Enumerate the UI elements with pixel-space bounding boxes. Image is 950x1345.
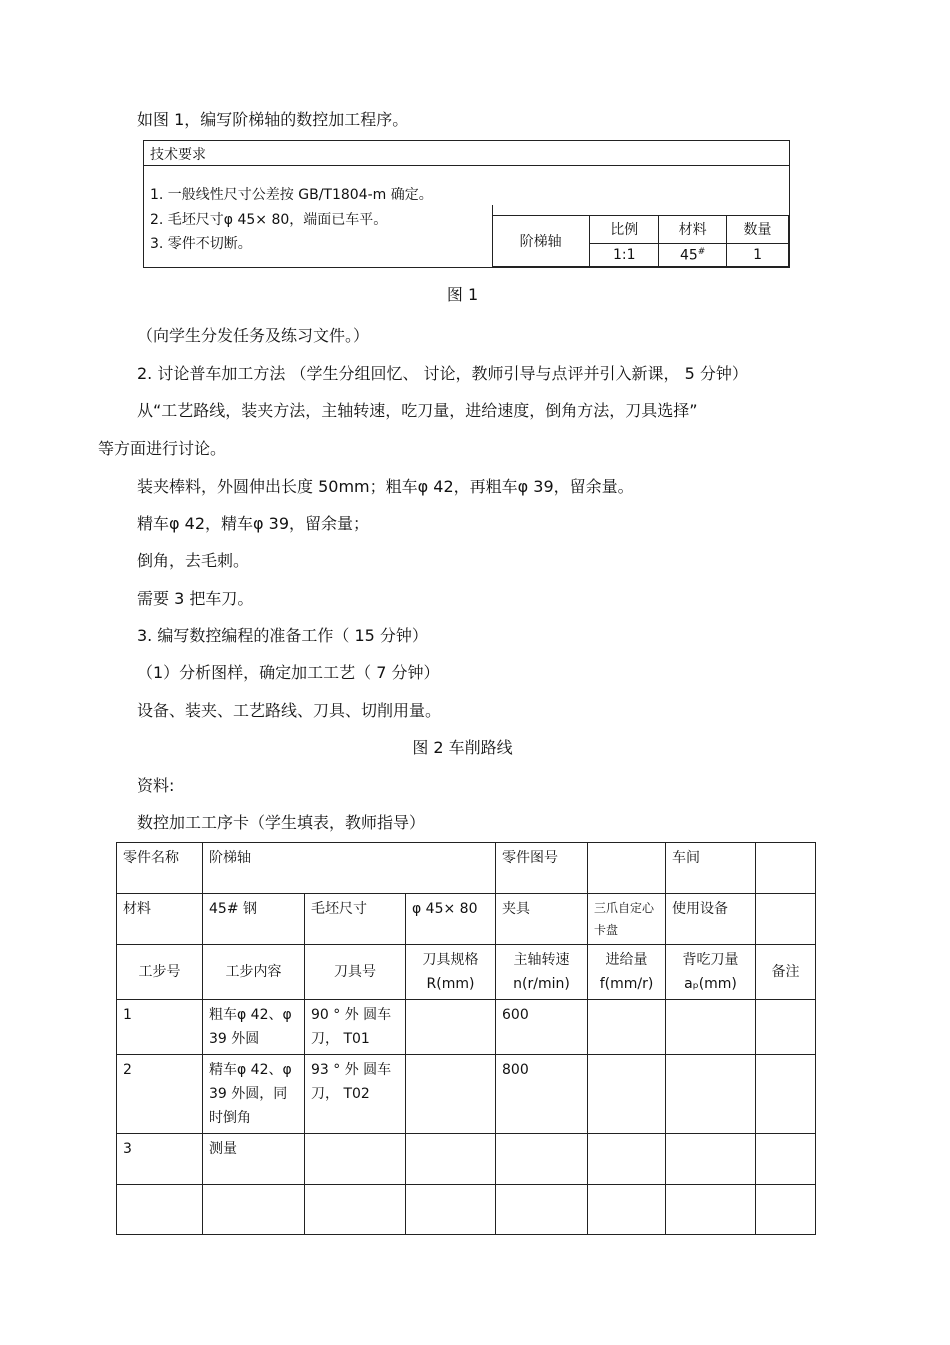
remark [756, 1055, 816, 1134]
header-remark: 备注 [756, 945, 816, 1000]
title-block-material-sup: # [697, 246, 706, 257]
paragraph-8: 3. 编写数控编程的准备工作（ 15 分钟） [137, 626, 428, 645]
header-tool-spec [406, 945, 496, 1000]
spindle-speed: 800 [496, 1055, 588, 1134]
header-depth-line1: 背吃刀量 [682, 952, 739, 968]
header-feed-line2: f(mm/r) [599, 976, 654, 992]
feed [588, 1000, 666, 1055]
table-row [117, 1055, 816, 1134]
title-block-material-cell [659, 243, 727, 266]
fixture-label: 夹具 [496, 894, 588, 945]
header-feed [588, 945, 666, 1000]
title-block-quantity-header: 数量 [727, 216, 789, 244]
paragraph-5: 精车φ 42，精车φ 39，留余量； [137, 514, 370, 533]
tool-spec [406, 1000, 496, 1055]
title-block-part-name: 阶梯轴 [492, 216, 590, 267]
depth [666, 1000, 756, 1055]
workshop-label: 车间 [666, 843, 756, 894]
fixture-value: 三爪自定心卡盘 [588, 894, 666, 945]
drawing-no-label: 零件图号 [496, 843, 588, 894]
depth [666, 1055, 756, 1134]
paragraph-10: 设备、装夹、工艺路线、刀具、切削用量。 [137, 701, 442, 720]
header-spindle-line2: n(r/min) [513, 976, 570, 992]
workshop-value [756, 843, 816, 894]
step-no [117, 1185, 203, 1235]
remark [756, 1185, 816, 1235]
paragraph-3b: 等方面进行讨论。 [98, 439, 227, 458]
header-spindle-line1: 主轴转速 [513, 952, 570, 968]
process-card-table [116, 842, 816, 1235]
tech-req-header: 技术要求 [150, 147, 206, 163]
blank-size-label: 毛坯尺寸 [305, 894, 406, 945]
tech-req-item-1: 1. 一般线性尺寸公差按 GB/T1804-m 确定。 [150, 187, 433, 203]
material-value: 45# 钢 [203, 894, 305, 945]
step-no: 3 [117, 1134, 203, 1185]
tool-spec [406, 1134, 496, 1185]
equipment-label: 使用设备 [666, 894, 756, 945]
header-step-no: 工步号 [117, 945, 203, 1000]
title-block-quantity-value: 1 [727, 243, 789, 266]
table-row [117, 1000, 816, 1055]
tech-req-item-2: 2. 毛坯尺寸φ 45× 80，端面已车平。 [150, 212, 388, 228]
title-block-scale-value: 1:1 [590, 243, 659, 266]
step-content: 精车φ 42、φ 39 外圆，同时倒角 [203, 1055, 305, 1134]
drawing-no-value [588, 843, 666, 894]
table-row [117, 1185, 816, 1235]
header-depth [666, 945, 756, 1000]
header-spindle-speed [496, 945, 588, 1000]
paragraph-12: 数控加工工序卡（学生填表，教师指导） [137, 813, 426, 832]
tool-spec [406, 1185, 496, 1235]
header-tool-spec-line2: R(mm) [426, 976, 475, 992]
tool-no: 93 ° 外 圆车刀， T02 [305, 1055, 406, 1134]
paragraph-1: （向学生分发任务及练习文件。） [137, 326, 370, 345]
spindle-speed: 600 [496, 1000, 588, 1055]
material-label: 材料 [117, 894, 203, 945]
step-no: 2 [117, 1055, 203, 1134]
header-step-content: 工步内容 [203, 945, 305, 1000]
feed [588, 1055, 666, 1134]
title-block-material-header: 材料 [659, 216, 727, 244]
step-content [203, 1185, 305, 1235]
title-block-material-value: 45 [679, 247, 698, 264]
feed [588, 1134, 666, 1185]
tool-no: 90 ° 外 圆车刀， T01 [305, 1000, 406, 1055]
title-block-scale-header: 比例 [590, 216, 659, 244]
header-depth-line2: aₚ(mm) [684, 976, 737, 992]
remark [756, 1000, 816, 1055]
paragraph-7: 需要 3 把车刀。 [137, 589, 254, 608]
intro-text: 如图 1，编写阶梯轴的数控加工程序。 [137, 110, 409, 129]
paragraph-11: 资料: [137, 776, 175, 795]
technical-requirements-box [143, 140, 790, 268]
equipment-value [756, 894, 816, 945]
tool-spec [406, 1055, 496, 1134]
depth [666, 1134, 756, 1185]
paragraph-3a: 从“工艺路线，装夹方法，主轴转速，吃刀量，进给速度，倒角方法，刀具选择” [137, 401, 698, 420]
figure-1-caption: 图 1 [446, 285, 479, 304]
title-block [492, 215, 789, 267]
tool-no [305, 1185, 406, 1235]
spindle-speed [496, 1134, 588, 1185]
paragraph-9: （1）分析图样，确定加工工艺（ 7 分钟） [137, 663, 440, 682]
header-tool-no: 刀具号 [305, 945, 406, 1000]
part-name-value: 阶梯轴 [203, 843, 496, 894]
feed [588, 1185, 666, 1235]
part-name-label: 零件名称 [117, 843, 203, 894]
remark [756, 1134, 816, 1185]
table-row [117, 1134, 816, 1185]
header-tool-spec-line1: 刀具规格 [422, 952, 479, 968]
paragraph-6: 倒角，去毛刺。 [137, 551, 250, 570]
tech-req-item-3: 3. 零件不切断。 [150, 236, 252, 252]
step-content: 粗车φ 42、φ 39 外圆 [203, 1000, 305, 1055]
header-feed-line1: 进给量 [605, 952, 648, 968]
spindle-speed [496, 1185, 588, 1235]
blank-size-value: φ 45× 80 [406, 894, 496, 945]
tool-no [305, 1134, 406, 1185]
paragraph-2: 2. 讨论普车加工方法 （学生分组回忆、 讨论，教师引导与点评并引入新课， 5 分钟） [137, 364, 748, 383]
step-content: 测量 [203, 1134, 305, 1185]
depth [666, 1185, 756, 1235]
paragraph-4: 装夹棒料，外圆伸出长度 50mm；粗车φ 42，再粗车φ 39，留余量。 [137, 477, 634, 496]
figure-2-caption: 图 2 车削路线 [412, 738, 513, 757]
step-no: 1 [117, 1000, 203, 1055]
